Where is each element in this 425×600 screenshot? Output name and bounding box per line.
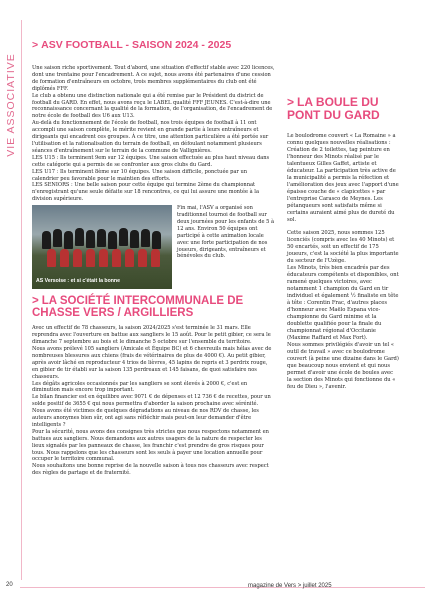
asv-title: > ASV FOOTBALL - SAISON 2024 - 2025	[32, 39, 232, 51]
chasse-body	[32, 325, 275, 477]
chasse-paragraph: Pour la sécurité, nous avons des consignes très strictes que nous respectons notamment en battues aux sangliers. Nous demandons aux autres usagers de la nature de respecter les lieux signalés par les panneaux de chasse, les franchir c'est prendre de gros risques pour tous. Nous rappelons que les chasseurs sont les seuls à payer une location annuelle pour occuper le territoire communal.	[32, 428, 269, 463]
side-divider	[21, 20, 22, 580]
boule-paragraph: Nous sommes privilégiés d'avoir un tel « outil de travail » avec ce boulodrome couvert (à peine une dizaine dans le Gard) que beaucoup nous envient et qui nous permet d'avoir une école de boules avec la section des Minots qui fonctionne du « feu de Dieu », l'avenir.	[287, 342, 399, 391]
asv-body	[32, 65, 275, 203]
boule-paragraph: Les Minots, très bien encadrés par des éducateurs compétents et disponibles, ont ramené quelques victoires, avec notamment 1 champion du Gard en tir individuel et également ½ finaliste en tête à tête : Corentin Frac, d'autres places d'honneur avec Maëlo Espana vice-championne du Gard minime et la doublette qualifiée pour la finale du championnat régional d'Occitanie (Maxime Raffard et Max Fort).	[287, 265, 399, 342]
boule-title: > LA BOULE DU PONT DU GARD	[287, 95, 380, 122]
magazine-info: magazine de Vers > juillet 2025	[248, 583, 332, 589]
asv-paragraph: Une saison riche sportivement. Tout d'abord, une situation d'effectif stable avec 220 licences, dont une trentaine pour l'encadrement. A ce sujet, nous avons été partenaires d'une cession de formation d'entraîneurs en octobre, trois membres supplémentaires du club ont été diplômés FFF.	[32, 65, 275, 92]
asv-paragraph: LES U15 : Ils terminent 9em sur 12 équipes. Une saison effectuée au plus haut niveau dans cette catégorie qui a permis de se confronter aux gros clubs du Gard.	[32, 154, 270, 168]
footer-divider	[20, 587, 425, 588]
asv-paragraph: Au-delà du fonctionnement de l'école de football, nos trois équipes de football à 11 ont accompli une saison complète, le mérite revient en grande partie à leurs entraîneurs et dirigeants qui encadrent ces groupes. À ce titre, une attention particulière a été portée sur l'utilisation et la rationalisation du terrain de football, en défoulant notamment plusieurs séances d'entraînement sur le terrain de la commune de Vallignières.	[32, 120, 269, 154]
tournament-text: Fin mai, l'ASV a organisé son traditionnel tournoi de football sur deux journées pour les enfants de 5 à 12 ans. Environ 50 équipes ont participé à cette animation locale avec une forte participation de nos joueurs, dirigeants, entraîneurs et bénévoles du club.	[177, 205, 275, 260]
chasse-paragraph: Nous avons prélevé 105 sangliers (Amicale et Équipe BC) et 6 chevreuils mais hélas avec de nombreuses blessures aux chiens (frais de vétérinaires de plus de 4000 €). Au petit gibier, après avoir lâché en reproducteur 4 trios de lièvres, 45 lapins de repris et 3 perdrix rouge, en gibier de tir établi sur la saison 135 perdreaux et 145 faisans, de quoi satisfaire nos chasseurs.	[32, 345, 272, 380]
asv-paragraph: Le club a obtenu une distinction nationale qui a été remise par le Président du district de football du GARD. En effet, nous avons reçu le LABEL qualité FFF JEUNES. C'est-à-dire une reconnaissance concernant la qualité de la formation, de l'organisation, de l'encadrement de notre école de football des U6 aux U13.	[32, 92, 273, 120]
asv-paragraph: LES U17 : Ils terminent 8ème sur 10 équipes. Une saison difficile, ponctuée par un calendrier peu favorable pour le maintien des efforts.	[32, 168, 248, 182]
team-photo	[32, 205, 172, 289]
page-footer	[0, 582, 425, 594]
chasse-paragraph: Le bilan financier est en équilibre avec 9071 € de dépenses et 12 736 € de recettes, pour un solde positif de 3655 € qui nous permettra d'aborder la saison prochaine avec sérénité.	[32, 394, 271, 408]
boule-paragraph: Le boulodrome couvert « La Romaine » a connu quelques nouvelles réalisations :	[287, 133, 396, 147]
chasse-paragraph: Nous souhaitons une bonne reprise de la nouvelle saison à tous nos chasseurs avec respect des règles de partage et de fraternité.	[32, 463, 269, 477]
section-label: VIE ASSOCIATIVE	[5, 53, 18, 157]
left-column	[32, 40, 275, 477]
boule-paragraph: Cette saison 2025, nous sommes 125 licenciés (compris avec les 40 Minots) et 50 encartés, soit un effectif de 175 joueurs, c'est la société la plus importante du secteur de l'Uzège.	[287, 230, 399, 265]
page-number: 20	[6, 582, 13, 588]
boule-paragraph: Création de 2 toilettes, tag peinture en l'honneur des Minots réalisé par le talentueux Gilles Gaffet, artiste et éducateur. La participation très active de la municipalité a permis la réfection et l'amélioration des jeux avec l'apport d'une épaisse couche de « clapicettes » par l'entreprise Carasco de Meynes. Les pétanqueurs sont satisfaits même si certains auraient aimé plus de dureté du sol.	[287, 147, 399, 224]
right-column	[287, 96, 399, 391]
asv-photo-block	[32, 205, 275, 289]
photo-caption: AS Versoise : et si c'était la bonne	[36, 278, 120, 285]
asv-paragraph: LES SENIORS : Une belle saison pour cette équipe qui termine 2ème du championnat n'enregistrant qu'une seule défaite sur 18 rencontres, ce qui lui assure une montée à la division supérieure.	[32, 182, 259, 203]
chasse-paragraph: Nous avons été victimes de quelques dégradations au niveau de nos RDV de chasse, les auteurs anonymes bien sûr, ont agi sans réfléchir mais peut-on leur demander d'être intelligents ?	[32, 408, 259, 428]
chasse-title: > LA SOCIÉTÉ INTERCOMMUNALE DE CHASSE VERS / ARGILLIERS	[32, 295, 244, 320]
chasse-paragraph: Les dégâts agricoles occasionnés par les sangliers se sont élevés à 2000 €, c'est en diminution mais encore trop important.	[32, 380, 248, 394]
chasse-paragraph: Avec un effectif de 78 chasseurs, la saison 2024/2025 s'est terminée le 31 mars. Elle reprendra avec l'ouverture en battue aux sangliers le 15 août. Pour le petit gibier, ce sera le dimanche 7 septembre au bois et le dimanche 5 octobre sur l'ensemble du territoire.	[32, 325, 271, 346]
boule-body	[287, 133, 399, 391]
team-figures	[42, 227, 162, 267]
